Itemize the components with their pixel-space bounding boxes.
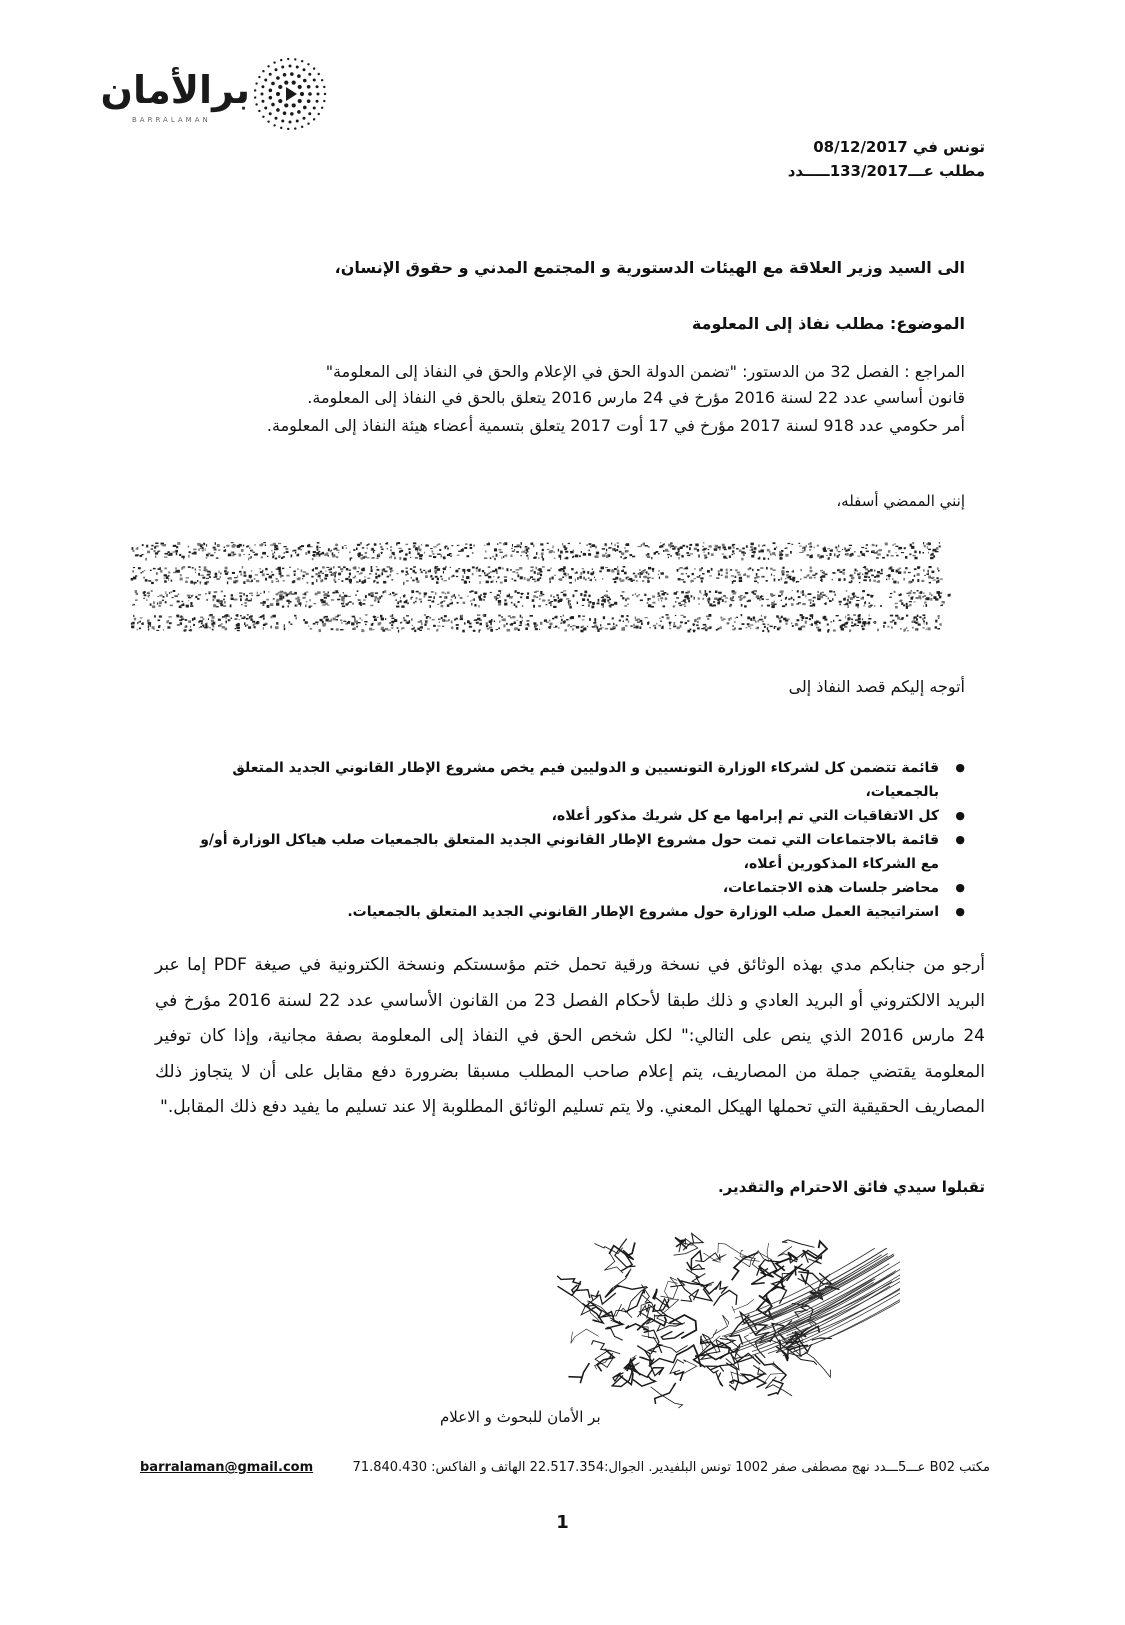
reference-line-2: قانون أساسي عدد 22 لسنة 2016 مؤرخ في 24 مارس 2016 يتعلق بالحق في النفاذ إلى المعلومة. — [307, 388, 965, 407]
body-paragraph: أرجو من جنابكم مدي بهذه الوثائق في نسخة ورقية تحمل ختم مؤسستكم ونسخة الكترونية في صيغة PDF إما عبر البريد الالكتروني أو البريد العادي و ذلك طبقا لأحكام الفصل 23 من القانون الأساسي عدد 22 لسنة 2016 مؤرخ في 24 مارس 2016 الذي ينص على التالي:" لكل شخص الحق في النفاذ إلى المعلومة بصفة مجانية، وإذا كان توفير المعلومة يقتضي جملة من المصاريف، يتم إعلام صاحب المطلب مسبقا بضرورة دفع مقابل على أن لا يتجاوز ذلك المصاريف الحقيقية التي تحملها الهيكل المعني. ولا يتم تسليم الوثائق المطلوبة إلا عند تسليم ما يفيد دفع ذلك المقابل." — [155, 955, 985, 1117]
closing-line: تقبلوا سيدي فائق الاحترام والتقدير. — [717, 1178, 985, 1196]
organization-signature-label: بر الأمان للبحوث و الاعلام — [440, 1408, 601, 1426]
list-item: ● استراتيجية العمل صلب الوزارة حول مشروع الإطار القانوني الجديد المتعلق بالجمعيات. — [179, 900, 939, 924]
list-item: ● كل الاتفاقيات التي تم إبرامها مع كل شريك مذكور أعلاه، — [179, 804, 939, 828]
footer-address: مكتب B02 عـــ5ـــدد نهج مصطفى صفر 1002 تونس البلفيدير. الجوال:22.517.354 الهاتف و الفاكس: 71.840.430 — [352, 1460, 990, 1475]
letter-reference: مطلب عـــ133/2017ـــــدد — [787, 162, 985, 180]
reference-line-1: المراجع : الفصل 32 من الدستور: "تضمن الدولة الحق في الإعلام والحق في النفاذ إلى المعلومة" — [325, 362, 965, 381]
reference-line-3: أمر حكومي عدد 918 لسنة 2017 مؤرخ في 17 أوت 2017 يتعلق بتسمية أعضاء هيئة النفاذ إلى المعلومة. — [266, 416, 965, 435]
addressee: الى السيد وزير العلاقة مع الهيئات الدستورية و المجتمع المدني و حقوق الإنسان، — [334, 258, 965, 277]
handwritten-signature — [520, 1198, 900, 1428]
undersigned-line: إنني الممضي أسفله، — [836, 492, 965, 510]
logo-text: برالأمان — [100, 68, 250, 112]
requested-documents-list — [179, 756, 965, 924]
list-item: ● قائمة بالاجتماعات التي تمت حول مشروع الإطار القانوني الجديد المتعلق بالجمعيات صلب هياكل الوزارة أو/و مع الشركاء المذكورين أعلاه، — [179, 828, 939, 876]
logo-tagline: BARRALAMAN — [132, 116, 211, 124]
letter-date: تونس في 08/12/2017 — [813, 138, 985, 156]
list-item: ● قائمة تتضمن كل لشركاء الوزارة التونسيين و الدوليين فيم يخص مشروع الإطار القانوني الجديد المتعلق بالجمعيات، — [179, 756, 939, 804]
letter-footer — [140, 1460, 990, 1484]
redacted-identity-block — [120, 532, 960, 642]
logo — [100, 50, 355, 140]
radio-signal-logo-icon — [250, 56, 340, 136]
subject: الموضوع: مطلب نفاذ إلى المعلومة — [691, 314, 965, 333]
page-number: 1 — [556, 1512, 569, 1533]
request-intro: أتوجه إليكم قصد النفاذ إلى — [788, 677, 965, 696]
footer-email-link[interactable]: barralaman@gmail.com — [140, 1460, 314, 1475]
list-item: ● محاضر جلسات هذه الاجتماعات، — [179, 876, 939, 900]
